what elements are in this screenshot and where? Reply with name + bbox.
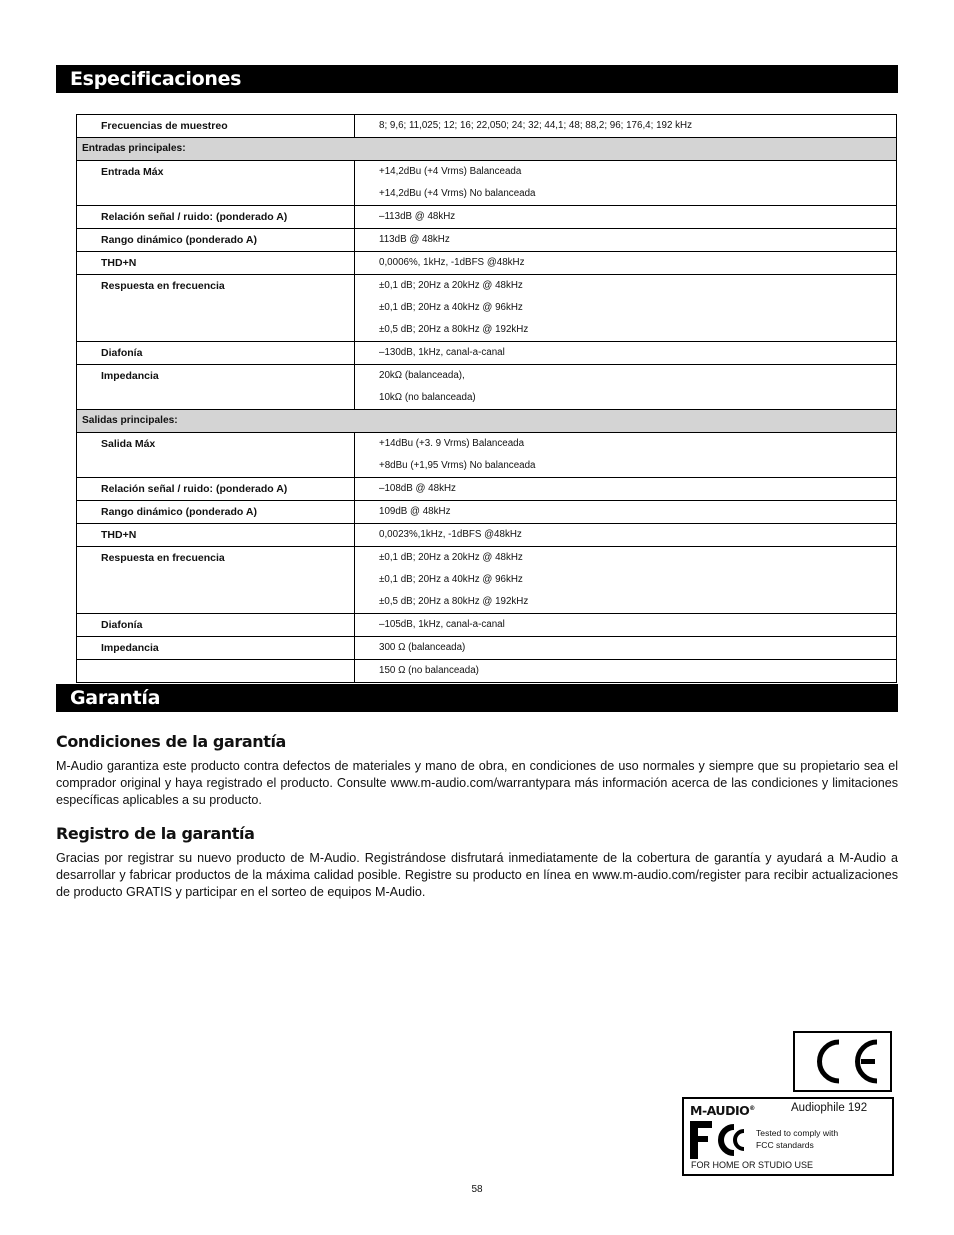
spec-value-cell [355,206,897,229]
fcc-usage-note: FOR HOME OR STUDIO USE [691,1160,814,1170]
spec-label-cell [77,433,355,478]
spec-value-cell [355,365,897,410]
spec-label: THD+N [101,257,137,269]
spec-label: Diafonía [101,619,143,631]
spec-value: +14dBu (+3. 9 Vrms) Balanceada [379,438,525,449]
spec-label-cell [77,478,355,501]
spec-value-cell [355,433,897,478]
spec-section-label: Salidas principales: [77,410,897,433]
fcc-logo-icon [690,1121,752,1164]
spec-label-cell [77,637,355,660]
spec-label: Relación señal / ruido: (ponderado A) [101,211,288,223]
spec-label: Rango dinámico (ponderado A) [101,234,257,246]
spec-row [77,614,897,637]
m-audio-logo: M-AUDIO® [690,1103,755,1118]
ce-mark-icon [793,1031,892,1092]
spec-value: ±0,1 dB; 20Hz a 40kHz @ 96kHz [379,574,523,585]
spec-label-cell [77,660,355,683]
spec-label-cell [77,524,355,547]
spec-row [77,252,897,275]
spec-value-cell [355,275,897,342]
spec-label-cell [77,342,355,365]
spec-row [77,660,897,683]
spec-label-cell [77,252,355,275]
spec-label: Respuesta en frecuencia [101,552,225,564]
spec-value: 300 Ω (balanceada) [379,642,466,653]
warranty-registration-text: Gracias por registrar su nuevo producto de M-Audio. Registrándose disfrutará inmediatamente de la cobertura de garantía y ayudará a M-Audio a desarrollar y fabricar productos de la máxima calidad posible. Registre su producto en línea en www.m-audio.com/register para recibir actualizaciones de producto GRATIS y participar en el sorteo de equipos M-Audio. [56,851,898,900]
spec-row [77,161,897,206]
spec-value-cell [355,229,897,252]
spec-label: Diafonía [101,347,143,359]
spec-value: 8; 9,6; 11,025; 12; 16; 22,050; 24; 32; 44,1; 48; 88,2; 96; 176,4; 192 kHz [379,120,693,131]
spec-value: 150 Ω (no balanceada) [379,665,479,676]
spec-value: ±0,1 dB; 20Hz a 20kHz @ 48kHz [379,280,523,291]
specifications-section-header: Especificaciones [56,65,898,93]
spec-row [77,637,897,660]
spec-row [77,342,897,365]
spec-row [77,478,897,501]
spec-value: –130dB, 1kHz, canal-a-canal [379,347,505,358]
spec-label [101,660,354,682]
spec-value: ±0,5 dB; 20Hz a 80kHz @ 192kHz [379,596,529,607]
spec-value-cell [355,342,897,365]
spec-value-cell [355,614,897,637]
spec-label-cell [77,365,355,410]
spec-value: 10kΩ (no balanceada) [379,392,476,403]
warranty-section-header: Garantía [56,684,898,712]
spec-row [77,229,897,252]
spec-value-cell [355,547,897,614]
spec-value-cell [355,660,897,683]
spec-row [77,433,897,478]
spec-value: ±0,1 dB; 20Hz a 40kHz @ 96kHz [379,302,523,313]
spec-value: ±0,1 dB; 20Hz a 20kHz @ 48kHz [379,552,523,563]
spec-label-cell [77,547,355,614]
spec-section-label: Entradas principales: [77,138,897,161]
spec-label-cell [77,115,355,138]
spec-label: Frecuencias de muestreo [101,120,228,132]
page-number: 58 [471,1184,483,1195]
spec-label-cell [77,206,355,229]
spec-value: –113dB @ 48kHz [379,211,456,222]
product-model-name: Audiophile 192 [791,1102,868,1114]
spec-value: +14,2dBu (+4 Vrms) No balanceada [379,188,536,199]
spec-value-cell [355,252,897,275]
specifications-table [76,114,897,683]
spec-row [77,524,897,547]
spec-value: –105dB, 1kHz, canal-a-canal [379,619,505,630]
spec-value: ±0,5 dB; 20Hz a 80kHz @ 192kHz [379,324,529,335]
spec-label-cell [77,161,355,206]
spec-value: 20kΩ (balanceada), [379,370,465,381]
spec-label-cell [77,501,355,524]
spec-row [77,501,897,524]
spec-value-cell [355,501,897,524]
spec-row [77,115,897,138]
spec-label: Impedancia [101,370,159,382]
spec-label: THD+N [101,529,137,541]
spec-row [77,275,897,342]
spec-label-cell [77,614,355,637]
spec-label: Impedancia [101,642,159,654]
spec-row [77,206,897,229]
spec-label: Salida Máx [101,438,156,450]
warranty-conditions-heading: Condiciones de la garantía [56,732,286,751]
spec-value: +14,2dBu (+4 Vrms) Balanceada [379,166,522,177]
warranty-conditions-text: M-Audio garantiza este producto contra defectos de materiales y mano de obra, en condiciones de uso normales y siempre que su propietario sea el comprador original y haya registrado el producto. Consulte www.m-audio.com/warrantypara más información acerca de las condiciones y limitaciones específicas aplicables a su producto. [56,759,898,808]
warranty-registration-heading: Registro de la garantía [56,824,255,843]
spec-value: –108dB @ 48kHz [379,483,456,494]
spec-label: Relación señal / ruido: (ponderado A) [101,483,288,495]
spec-value-cell [355,115,897,138]
spec-value: 109dB @ 48kHz [379,506,451,517]
spec-value: 0,0023%,1kHz, -1dBFS @48kHz [379,529,522,540]
spec-value: 0,0006%, 1kHz, -1dBFS @48kHz [379,257,525,268]
spec-label-cell [77,275,355,342]
spec-label: Rango dinámico (ponderado A) [101,506,257,518]
spec-value: +8dBu (+1,95 Vrms) No balanceada [379,460,536,471]
spec-label-cell [77,229,355,252]
spec-value-cell [355,637,897,660]
spec-section-row [77,410,897,433]
fcc-compliance-statement: Tested to comply with FCC standards [756,1128,839,1150]
spec-row [77,365,897,410]
spec-row [77,547,897,614]
spec-value: 113dB @ 48kHz [379,234,450,245]
spec-label: Respuesta en frecuencia [101,280,225,292]
spec-section-row [77,138,897,161]
fcc-compliance-label [682,1097,894,1176]
spec-value-cell [355,478,897,501]
spec-value-cell [355,524,897,547]
spec-label: Entrada Máx [101,166,164,178]
spec-value-cell [355,161,897,206]
